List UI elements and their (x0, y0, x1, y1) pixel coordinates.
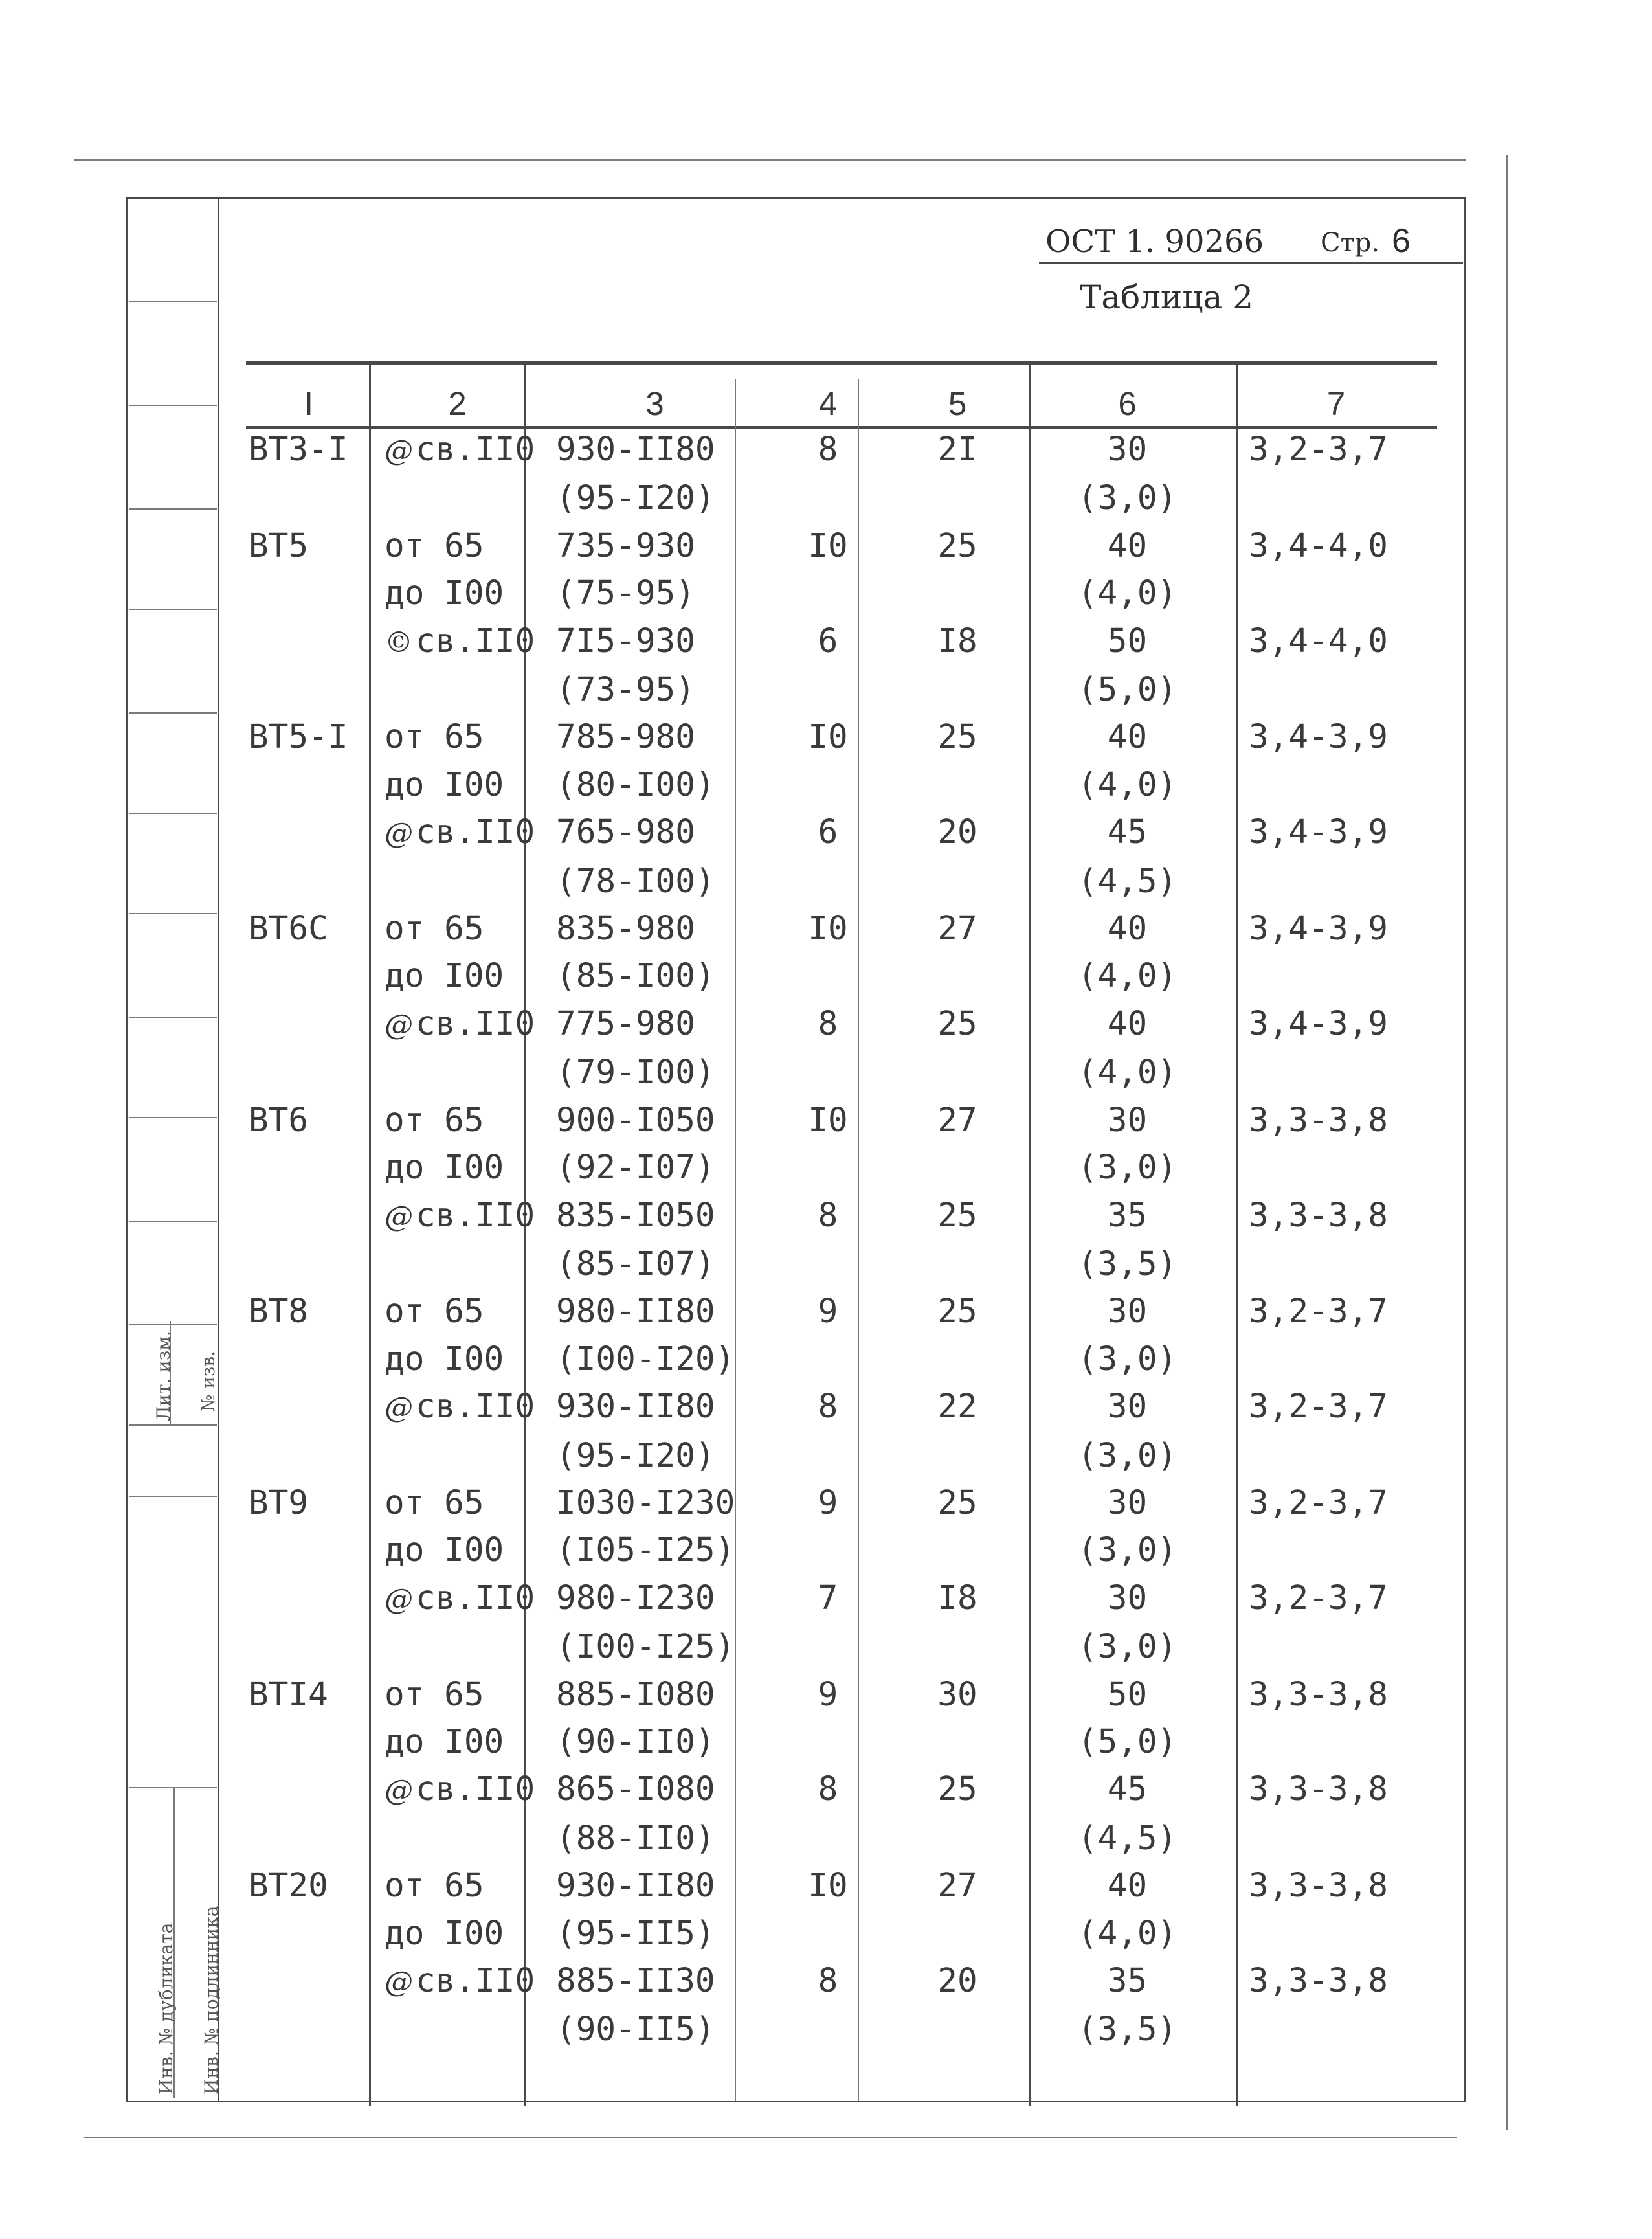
revision-mark: @ (385, 1582, 413, 1616)
cell-c2: до I00 (385, 1914, 504, 1953)
inv-dublikata-label: Инв. № дубликата (155, 1922, 177, 2095)
cell-c3: (I00-I20) (556, 1340, 735, 1378)
table-row (246, 905, 1443, 952)
table-row (246, 1575, 1443, 1623)
cell-c2: св.II0 (416, 1196, 535, 1235)
cell-c3: 900-I050 (556, 1101, 715, 1140)
cell-c4: 8 (818, 1004, 838, 1043)
table-row (246, 1000, 1443, 1049)
outer-frame-bottom (126, 2101, 1466, 2102)
cell-c5: I8 (937, 622, 977, 660)
table-title: Таблица 2 (1080, 278, 1254, 316)
table-row (246, 809, 1443, 857)
cell-c3: (85-I07) (556, 1244, 715, 1283)
cell-c3: (80-I00) (556, 765, 715, 804)
cell-c3: (95-II5) (556, 1914, 715, 1953)
cell-c6: (4,0) (1077, 1914, 1178, 1953)
cell-c4: 8 (818, 1770, 838, 1809)
cell-c3: (75-95) (556, 574, 695, 613)
margin-divider (218, 197, 219, 2101)
margin-tick (129, 508, 217, 510)
cell-c7: 3,3-3,8 (1249, 1867, 1388, 1906)
table-row (246, 1383, 1443, 1432)
table-row (246, 1288, 1443, 1335)
properties-table (246, 382, 1443, 2054)
cell-c3: 980-I230 (556, 1579, 715, 1617)
revision-mark: © (385, 625, 413, 659)
cell-c5: I8 (937, 1579, 977, 1617)
cell-c6: (3,0) (1077, 479, 1178, 518)
cell-c3: 785-980 (556, 718, 695, 757)
cell-c3: 980-II80 (556, 1292, 715, 1331)
revision-mark: @ (385, 817, 413, 851)
inv-podlinnika-label: Инв. № подлинника (201, 1906, 222, 2095)
cell-c5: 20 (937, 1962, 977, 2000)
margin-tick (129, 405, 217, 406)
outer-frame-left (126, 197, 128, 2101)
cell-c2: от 65 (385, 910, 484, 949)
cell-c5: 27 (937, 1867, 977, 1906)
cell-c6: 40 (1107, 1004, 1148, 1043)
cell-c4: 7 (818, 1579, 838, 1617)
cell-c1: ВТ5-I (249, 718, 348, 757)
cell-c3: (95-I20) (556, 479, 715, 518)
table-row (246, 1192, 1443, 1241)
cell-c2: св.II0 (416, 813, 535, 852)
cell-c6: 40 (1107, 910, 1148, 949)
cell-c6: (3,0) (1077, 1340, 1178, 1378)
cell-c3: 735-930 (556, 526, 695, 565)
cell-c2: от 65 (385, 718, 484, 757)
cell-c3: 835-I050 (556, 1196, 715, 1235)
cell-c4: I0 (808, 718, 848, 757)
table-row (246, 2006, 1443, 2053)
cell-c7: 3,2-3,7 (1249, 431, 1388, 469)
cell-c2: от 65 (385, 1483, 484, 1522)
cell-c6: 30 (1107, 1101, 1148, 1140)
cell-c6: 30 (1107, 1579, 1148, 1617)
cell-c3: (90-II0) (556, 1722, 715, 1761)
cell-c2: от 65 (385, 526, 484, 565)
table-row (246, 1480, 1443, 1527)
cell-c6: 30 (1107, 431, 1148, 469)
cell-c1: ВТ6С (249, 910, 328, 949)
document-code: ОСТ 1. 90266 (1045, 223, 1264, 260)
cell-c5: 2I (937, 431, 977, 469)
cell-c4: I0 (808, 910, 848, 949)
table-row (246, 1144, 1443, 1191)
cell-c6: 50 (1107, 622, 1148, 660)
margin-tick (129, 609, 217, 610)
no-izv-label: № изв. (197, 1351, 219, 1412)
cell-c6: (4,0) (1077, 765, 1178, 804)
cell-c4: 8 (818, 1388, 838, 1426)
cell-c3: (I00-I25) (556, 1628, 735, 1667)
cell-c6: (3,0) (1077, 1436, 1178, 1475)
cell-c7: 3,4-3,9 (1249, 910, 1388, 949)
table-row (246, 858, 1443, 905)
cell-c5: 25 (937, 526, 977, 565)
table-row (246, 523, 1443, 570)
table-row (246, 618, 1443, 666)
cell-c1: ВТ9 (249, 1483, 309, 1522)
table-body (246, 426, 1443, 2054)
page-bottom-rule (84, 2137, 1457, 2138)
cell-c1: ВТ3-I (249, 431, 348, 469)
cell-c7: 3,3-3,8 (1249, 1101, 1388, 1140)
cell-c2: до I00 (385, 1340, 504, 1378)
cell-c6: 40 (1107, 718, 1148, 757)
cell-c2: св.II0 (416, 1579, 535, 1617)
cell-c2: св.II0 (416, 1962, 535, 2000)
page-edge-right (1506, 155, 1508, 2130)
cell-c2: от 65 (385, 1675, 484, 1714)
cell-c6: 45 (1107, 813, 1148, 852)
cell-c5: 25 (937, 1292, 977, 1331)
cell-c3: (90-II5) (556, 2010, 715, 2049)
cell-c3: 930-II80 (556, 1867, 715, 1906)
cell-c7: 3,2-3,7 (1249, 1292, 1388, 1331)
cell-c4: 8 (818, 1196, 838, 1235)
cell-c5: 27 (937, 1101, 977, 1140)
column-header-7: 7 (1326, 385, 1346, 422)
cell-c3: 7I5-930 (556, 622, 695, 660)
table-row (246, 761, 1443, 809)
revision-mark: @ (385, 1391, 413, 1425)
cell-c3: (85-I00) (556, 957, 715, 996)
cell-c5: 30 (937, 1675, 977, 1714)
cell-c3: 865-I080 (556, 1770, 715, 1809)
cell-c6: 30 (1107, 1292, 1148, 1331)
column-header-3: 3 (645, 385, 664, 422)
cell-c4: 9 (818, 1483, 838, 1522)
margin-tick (129, 813, 217, 814)
lit-izm-label: Лит. изм. (153, 1331, 174, 1421)
cell-c7: 3,2-3,7 (1249, 1388, 1388, 1426)
cell-c3: (88-II0) (556, 1819, 715, 1858)
revision-mark: @ (385, 434, 413, 467)
margin-tick (129, 913, 217, 914)
margin-tick (129, 1017, 217, 1018)
table-row (246, 1049, 1443, 1096)
table-row (246, 1432, 1443, 1480)
column-header-5: 5 (948, 385, 967, 422)
cell-c3: (92-I07) (556, 1149, 715, 1187)
table-row (246, 1336, 1443, 1383)
revision-mark: @ (385, 1774, 413, 1808)
margin-tick (129, 1221, 217, 1222)
cell-c4: I0 (808, 526, 848, 565)
cell-c6: 30 (1107, 1388, 1148, 1426)
table-row (246, 1527, 1443, 1574)
cell-c3: 885-I080 (556, 1675, 715, 1714)
cell-c3: 885-II30 (556, 1962, 715, 2000)
cell-c7: 3,4-3,9 (1249, 718, 1388, 757)
cell-c3: 765-980 (556, 813, 695, 852)
table-row (246, 570, 1443, 617)
outer-frame-right (1464, 197, 1466, 2101)
cell-c3: 775-980 (556, 1004, 695, 1043)
cell-c7: 3,4-3,9 (1249, 1004, 1388, 1043)
cell-c5: 20 (937, 813, 977, 852)
outer-frame-top (126, 197, 1466, 199)
header-row (246, 382, 1443, 426)
revision-mark: @ (385, 1200, 413, 1233)
cell-c2: до I00 (385, 765, 504, 804)
cell-c2: до I00 (385, 1722, 504, 1761)
table-row (246, 1623, 1443, 1671)
cell-c6: (3,0) (1077, 1531, 1178, 1570)
cell-c6: 35 (1107, 1962, 1148, 2000)
table-row (246, 475, 1443, 522)
cell-c2: до I00 (385, 574, 504, 613)
cell-c6: (3,5) (1077, 2010, 1178, 2049)
cell-c5: 27 (937, 910, 977, 949)
cell-c3: (79-I00) (556, 1053, 715, 1092)
cell-c6: (5,0) (1077, 671, 1178, 710)
cell-c2: от 65 (385, 1292, 484, 1331)
margin-tick (129, 712, 217, 714)
table-row (246, 1097, 1443, 1144)
margin-tick (129, 1324, 217, 1325)
table-row (246, 1815, 1443, 1862)
revision-mark: @ (385, 1008, 413, 1042)
column-header-6: 6 (1118, 385, 1137, 422)
cell-c5: 22 (937, 1388, 977, 1426)
cell-c7: 3,4-4,0 (1249, 622, 1388, 660)
cell-c3: 930-II80 (556, 431, 715, 469)
table-row (246, 1671, 1443, 1718)
cell-c5: 25 (937, 1483, 977, 1522)
cell-c6: (3,0) (1077, 1628, 1178, 1667)
cell-c6: 50 (1107, 1675, 1148, 1714)
cell-c1: ВТ5 (249, 526, 309, 565)
cell-c2: до I00 (385, 1149, 504, 1187)
cell-c6: (4,0) (1077, 574, 1178, 613)
table-row (246, 1957, 1443, 2006)
cell-c7: 3,2-3,7 (1249, 1579, 1388, 1617)
page-number: 6 (1392, 222, 1411, 260)
table-row (246, 952, 1443, 1000)
table-top-rule (246, 361, 1437, 365)
cell-c2: св.II0 (416, 1004, 535, 1043)
cell-c6: (4,0) (1077, 1053, 1178, 1092)
cell-c6: (4,0) (1077, 957, 1178, 996)
cell-c3: 835-980 (556, 910, 695, 949)
cell-c7: 3,3-3,8 (1249, 1196, 1388, 1235)
cell-c3: (73-95) (556, 671, 695, 710)
cell-c4: I0 (808, 1867, 848, 1906)
cell-c2: от 65 (385, 1101, 484, 1140)
cell-c7: 3,3-3,8 (1249, 1770, 1388, 1809)
revision-mark: @ (385, 1966, 413, 1999)
cell-c6: (3,0) (1077, 1149, 1178, 1187)
cell-c2: до I00 (385, 957, 504, 996)
cell-c3: (78-I00) (556, 862, 715, 901)
cell-c7: 3,4-4,0 (1249, 526, 1388, 565)
cell-c2: от 65 (385, 1867, 484, 1906)
cell-c7: 3,2-3,7 (1249, 1483, 1388, 1522)
table-row (246, 426, 1443, 475)
table-row (246, 1766, 1443, 1814)
cell-c1: ВТI4 (249, 1675, 328, 1714)
top-page-rule (74, 159, 1466, 161)
cell-c7: 3,3-3,8 (1249, 1675, 1388, 1714)
cell-c3: I030-I230 (556, 1483, 735, 1522)
page-label: Стр. (1321, 228, 1380, 258)
table-row (246, 1862, 1443, 1909)
header-underline (1039, 262, 1463, 264)
cell-c4: 6 (818, 813, 838, 852)
cell-c6: (3,5) (1077, 1244, 1178, 1283)
cell-c3: 930-II80 (556, 1388, 715, 1426)
margin-tick (129, 1424, 217, 1426)
cell-c6: (4,5) (1077, 1819, 1178, 1858)
margin-tick (129, 301, 217, 302)
cell-c2: св.II0 (416, 431, 535, 469)
cell-c4: 8 (818, 1962, 838, 2000)
cell-c4: 8 (818, 431, 838, 469)
cell-c3: (95-I20) (556, 1436, 715, 1475)
cell-c6: 40 (1107, 526, 1148, 565)
cell-c4: 9 (818, 1675, 838, 1714)
cell-c2: св.II0 (416, 622, 535, 660)
cell-c6: (4,5) (1077, 862, 1178, 901)
cell-c3: (I05-I25) (556, 1531, 735, 1570)
cell-c7: 3,3-3,8 (1249, 1962, 1388, 2000)
cell-c6: 30 (1107, 1483, 1148, 1522)
column-header-4: 4 (818, 385, 838, 422)
cell-c4: 9 (818, 1292, 838, 1331)
cell-c5: 25 (937, 1004, 977, 1043)
cell-c2: до I00 (385, 1531, 504, 1570)
column-header-1: I (304, 385, 314, 422)
cell-c2: св.II0 (416, 1770, 535, 1809)
cell-c5: 25 (937, 718, 977, 757)
cell-c1: ВТ6 (249, 1101, 309, 1140)
margin-tick (129, 1117, 217, 1118)
cell-c4: 6 (818, 622, 838, 660)
table-row (246, 1910, 1443, 1957)
table-row (246, 1718, 1443, 1766)
cell-c6: 35 (1107, 1196, 1148, 1235)
cell-c6: (5,0) (1077, 1722, 1178, 1761)
cell-c1: ВТ20 (249, 1867, 328, 1906)
table-row (246, 714, 1443, 761)
cell-c1: ВТ8 (249, 1292, 309, 1331)
column-header-2: 2 (448, 385, 467, 422)
cell-c4: I0 (808, 1101, 848, 1140)
table-row (246, 1241, 1443, 1288)
cell-c5: 25 (937, 1196, 977, 1235)
table-row (246, 666, 1443, 714)
cell-c6: 45 (1107, 1770, 1148, 1809)
cell-c5: 25 (937, 1770, 977, 1809)
cell-c2: св.II0 (416, 1388, 535, 1426)
cell-c7: 3,4-3,9 (1249, 813, 1388, 852)
cell-c6: 40 (1107, 1867, 1148, 1906)
margin-tick (129, 1496, 217, 1497)
